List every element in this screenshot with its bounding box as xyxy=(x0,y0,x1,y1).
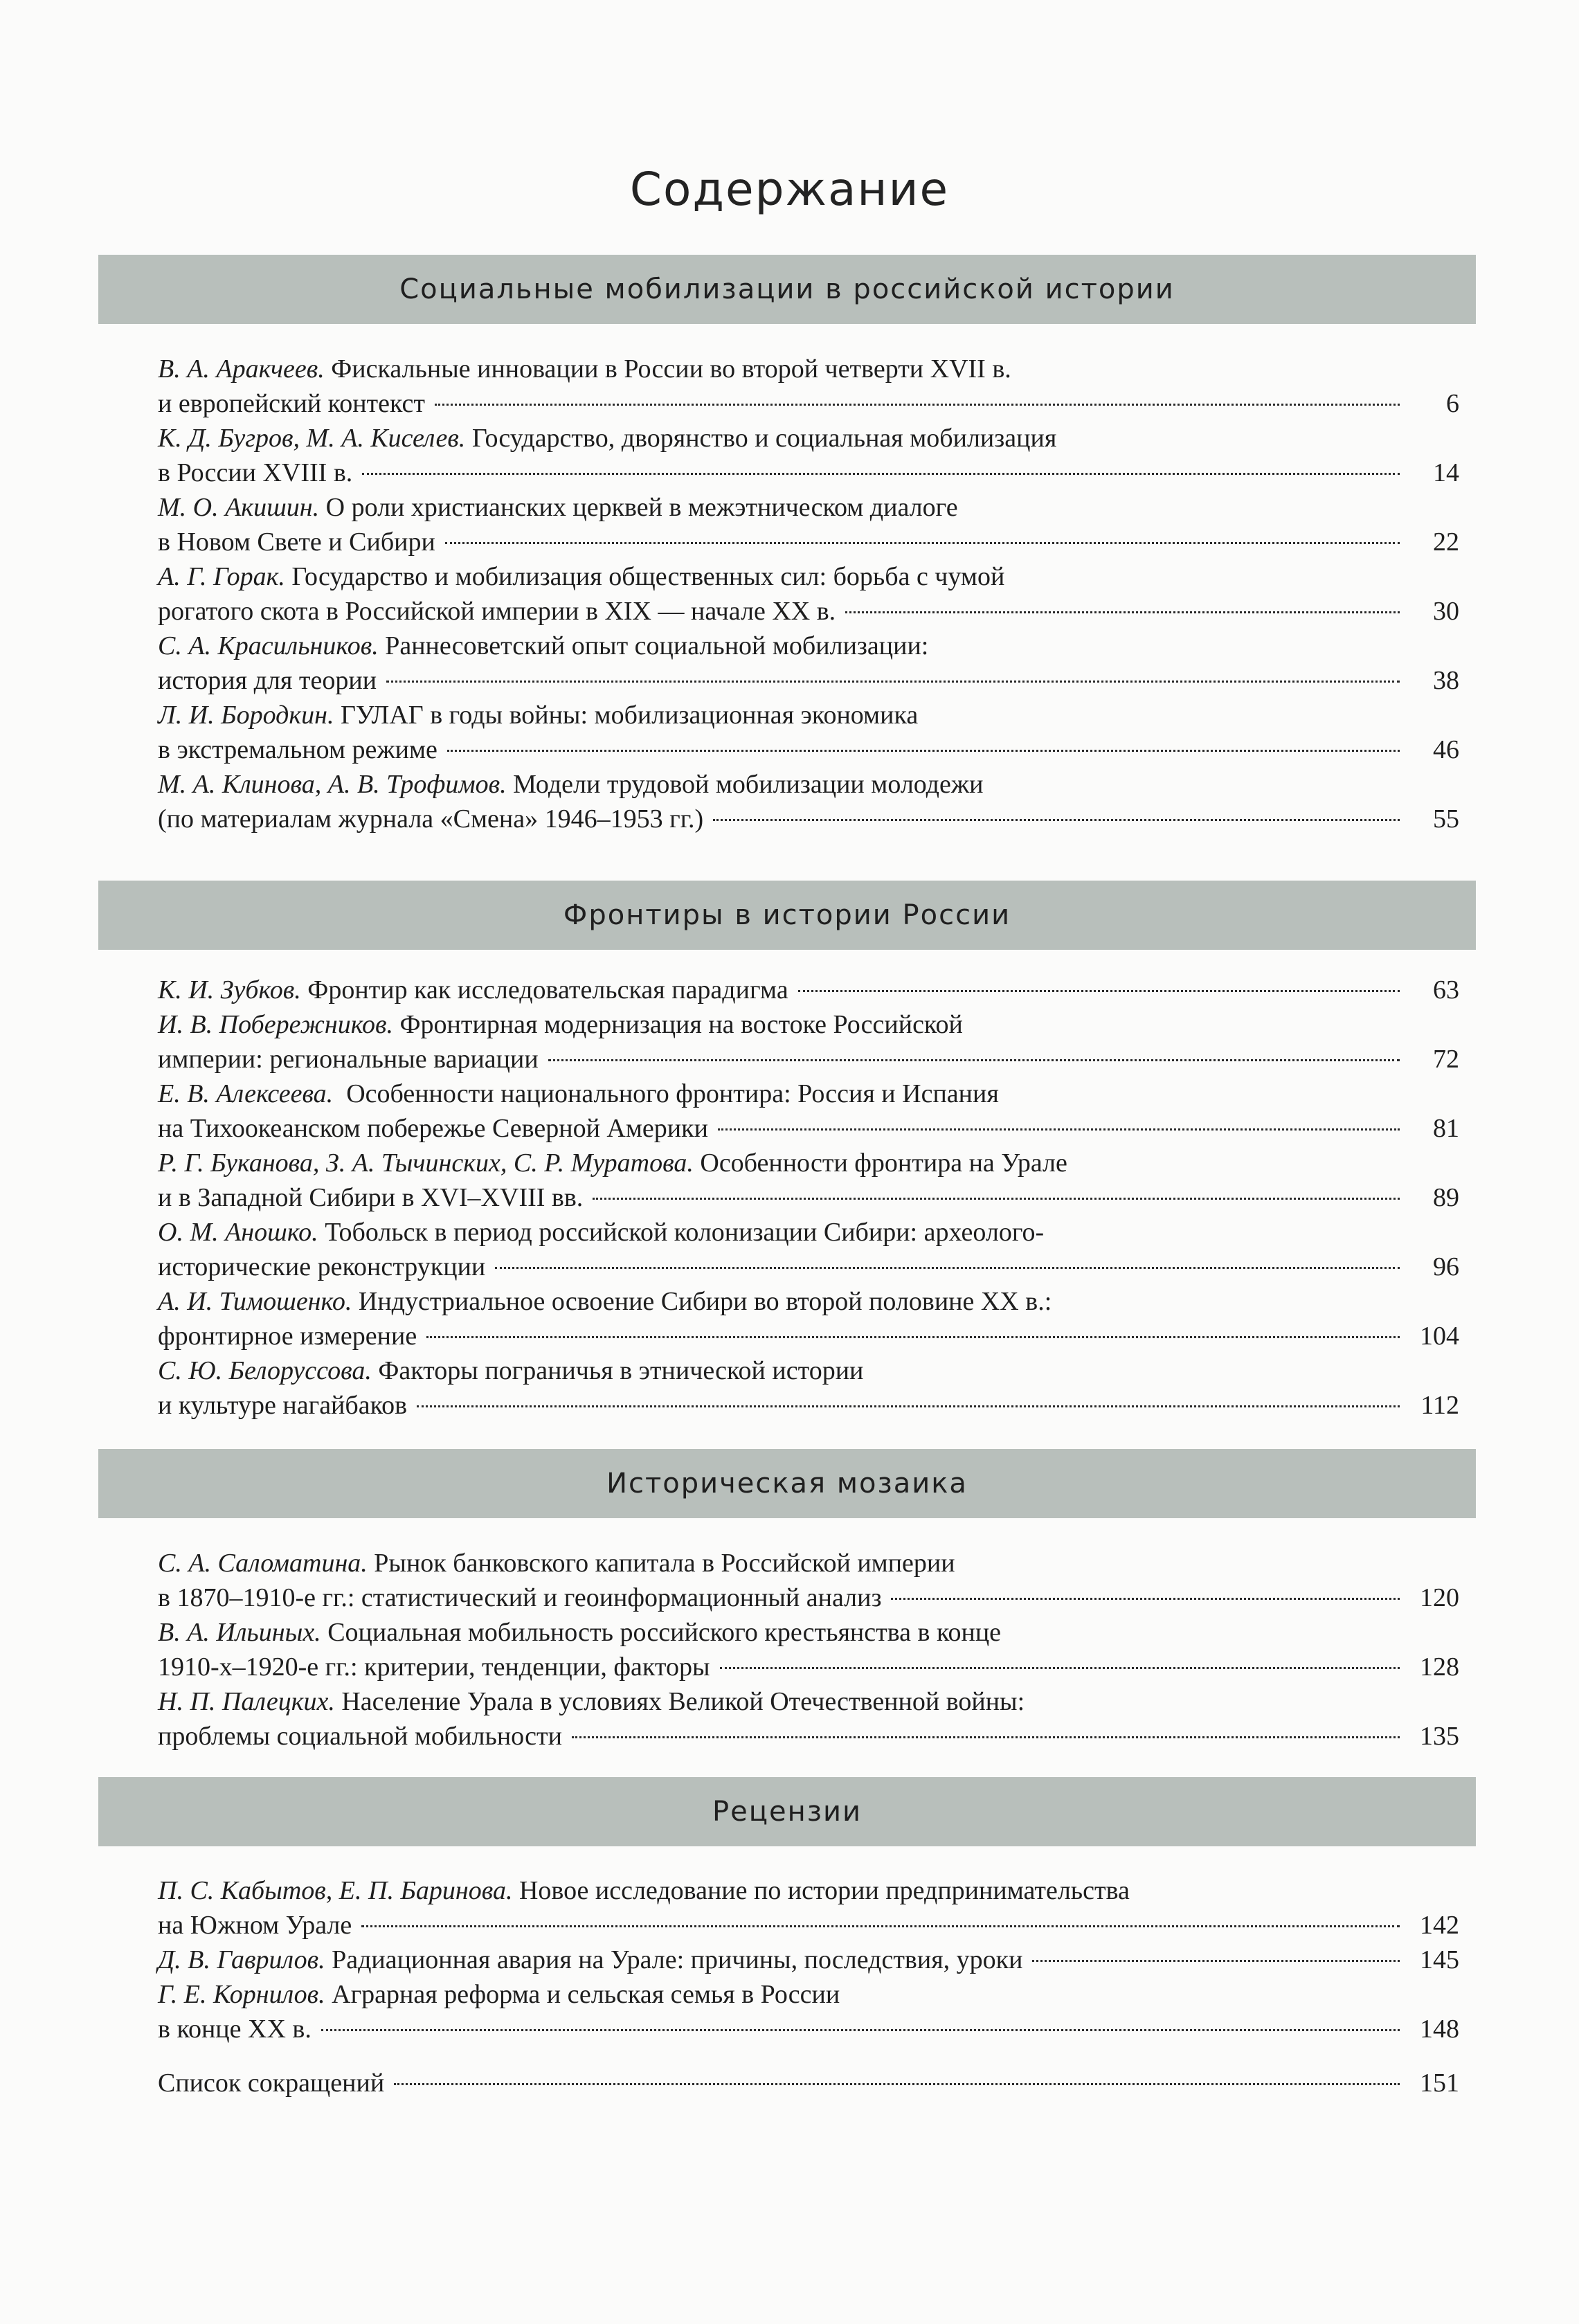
entry-title-cont: и европейский контекст xyxy=(158,389,426,418)
dot-leader xyxy=(321,2029,1400,2031)
entry-title-cont: империи: региональные вариации xyxy=(158,1045,539,1074)
dot-leader xyxy=(720,1667,1400,1669)
toc-entry[interactable] xyxy=(158,973,1459,1007)
entry-authors: О. М. Аношко. xyxy=(158,1218,318,1247)
entry-title: Рынок банковского капитала в Российской империи xyxy=(367,1549,955,1578)
entry-authors: М. О. Акишин. xyxy=(158,493,320,522)
dot-leader xyxy=(593,1198,1400,1200)
entry-title: О роли христианских церквей в межэтническом диалоге xyxy=(319,493,958,522)
entry-title: ГУЛАГ в годы войны: мобилизационная экономика xyxy=(334,701,919,730)
entry-title-cont: на Южном Урале xyxy=(158,1911,352,1940)
dot-leader xyxy=(891,1598,1400,1600)
entry-page-number: 112 xyxy=(1420,1391,1459,1420)
toc-entry[interactable] xyxy=(158,490,1459,559)
entry-title: Тобольск в период российской колонизации Сибири: археолого- xyxy=(318,1218,1045,1247)
entry-authors: Р. Г. Буканова, З. А. Тычинских, С. Р. Муратова. xyxy=(158,1149,694,1178)
toc-entry[interactable] xyxy=(158,1546,1459,1615)
entry-title: Аграрная реформа и сельская семья в России xyxy=(325,1980,840,2009)
entry-page-number: 38 xyxy=(1433,666,1459,695)
entry-title-cont: проблемы социальной мобильности xyxy=(158,1722,562,1751)
dot-leader xyxy=(718,1128,1400,1131)
entry-title-cont: в Новом Свете и Сибири xyxy=(158,528,435,557)
entry-authors: К. Д. Бугров, М. А. Киселев. xyxy=(158,424,466,453)
dot-leader xyxy=(394,2083,1400,2085)
entry-authors: П. С. Кабытов, Е. П. Баринова. xyxy=(158,1876,513,1905)
toc-entry[interactable] xyxy=(158,1977,1459,2046)
section-heading-historical-mosaic: Историческая мозаика xyxy=(98,1449,1476,1518)
entry-title: Модели трудовой мобилизации молодежи xyxy=(506,770,984,799)
toc-entry[interactable] xyxy=(158,1077,1459,1146)
entry-page-number: 128 xyxy=(1420,1652,1459,1682)
toc-entry[interactable] xyxy=(158,1007,1459,1077)
toc-entry[interactable] xyxy=(158,1943,1459,1977)
toc-entry[interactable] xyxy=(158,1353,1459,1423)
entry-authors: С. А. Красильников. xyxy=(158,631,379,660)
dot-leader xyxy=(362,473,1400,475)
entry-title: Фронтирная модернизация на востоке Российской xyxy=(393,1010,963,1039)
toc-entry[interactable] xyxy=(158,559,1459,629)
entry-title-cont: в экстремальном режиме xyxy=(158,735,437,764)
entry-title: Социальная мобильность российского крестьянства в конце xyxy=(321,1618,1002,1647)
entry-title-cont: в 1870–1910-е гг.: статистический и геоинформационный анализ xyxy=(158,1583,882,1612)
entry-title-cont: фронтирное измерение xyxy=(158,1322,417,1351)
entry-title: Индустриальное освоение Сибири во второй половине XX в.: xyxy=(352,1287,1052,1316)
entry-page-number: 63 xyxy=(1433,975,1459,1005)
entry-page-number: 72 xyxy=(1433,1045,1459,1074)
entry-authors: И. В. Побережников. xyxy=(158,1010,394,1039)
toc-entry[interactable] xyxy=(158,1284,1459,1353)
entry-title: Государство, дворянство и социальная мобилизация xyxy=(465,424,1057,453)
entry-title: Государство и мобилизация общественных сил: борьба с чумой xyxy=(285,562,1005,591)
entry-title-cont: рогатого скота в Российской империи в XIX — начале XX в. xyxy=(158,597,836,626)
entry-authors: Н. П. Палецких. xyxy=(158,1687,335,1716)
toc-entry[interactable] xyxy=(158,1873,1459,1943)
section-entries-4 xyxy=(158,1873,1459,2100)
dot-leader xyxy=(361,1925,1400,1927)
toc-entry-abbreviations[interactable] xyxy=(158,2066,1459,2100)
toc-entry[interactable] xyxy=(158,421,1459,490)
entry-title: Факторы пограничья в этнической истории xyxy=(371,1356,864,1385)
toc-entry[interactable] xyxy=(158,698,1459,767)
entry-title: Новое исследование по истории предпринимательства xyxy=(512,1876,1130,1905)
entry-authors: Е. В. Алексеева. xyxy=(158,1079,334,1108)
dot-leader xyxy=(798,990,1400,992)
entry-authors: Г. Е. Корнилов. xyxy=(158,1980,325,2009)
entry-authors: В. А. Аракчеев. xyxy=(158,354,325,384)
section-entries-1 xyxy=(158,352,1459,836)
dot-leader xyxy=(548,1059,1400,1061)
dot-leader xyxy=(495,1267,1400,1269)
entry-authors: А. Г. Горак. xyxy=(158,562,285,591)
entry-authors: Д. В. Гаврилов. xyxy=(158,1945,325,1974)
toc-entry[interactable] xyxy=(158,629,1459,698)
entry-authors: С. А. Саломатина. xyxy=(158,1549,368,1578)
entry-title-cont: и в Западной Сибири в XVI–XVIII вв. xyxy=(158,1183,584,1212)
section-entries-3 xyxy=(158,1546,1459,1754)
toc-entry[interactable] xyxy=(158,1615,1459,1684)
entry-title: Раннесоветский опыт социальной мобилизации: xyxy=(378,631,929,660)
dot-leader xyxy=(417,1405,1400,1407)
toc-entry[interactable] xyxy=(158,1146,1459,1215)
dot-leader xyxy=(447,750,1400,752)
section-heading-social-mobilization: Социальные мобилизации в российской истории xyxy=(98,255,1476,324)
dot-leader xyxy=(845,611,1400,613)
toc-entry[interactable] xyxy=(158,1684,1459,1754)
section-heading-frontiers: Фронтиры в истории России xyxy=(98,881,1476,950)
abbreviations-label: Список сокращений xyxy=(158,2069,385,2098)
toc-entry[interactable] xyxy=(158,352,1459,421)
entry-title-cont: 1910-х–1920-е гг.: критерии, тенденции, факторы xyxy=(158,1652,710,1682)
toc-entry[interactable] xyxy=(158,1215,1459,1284)
entry-page-number: 151 xyxy=(1420,2069,1459,2098)
dot-leader xyxy=(572,1736,1400,1738)
entry-page-number: 145 xyxy=(1420,1945,1459,1974)
entry-page-number: 30 xyxy=(1433,597,1459,626)
entry-title: Население Урала в условиях Великой Отечественной войны: xyxy=(334,1687,1025,1716)
entry-page-number: 22 xyxy=(1433,528,1459,557)
entry-page-number: 14 xyxy=(1433,458,1459,487)
page-title: Содержание xyxy=(629,163,950,216)
dot-leader xyxy=(386,681,1400,683)
entry-title: Особенности фронтира на Урале xyxy=(693,1149,1067,1178)
entry-authors: М. А. Клинова, А. В. Трофимов. xyxy=(158,770,507,799)
entry-authors: С. Ю. Белоруссова. xyxy=(158,1356,372,1385)
entry-page-number: 142 xyxy=(1420,1911,1459,1940)
dot-leader xyxy=(1032,1960,1400,1962)
entry-title: Особенности национального фронтира: Россия и Испания xyxy=(333,1079,999,1108)
entry-authors: В. А. Ильиных. xyxy=(158,1618,321,1647)
entry-page-number: 6 xyxy=(1446,389,1459,418)
entry-page-number: 96 xyxy=(1433,1252,1459,1281)
entry-title-cont: (по материалам журнала «Смена» 1946–1953 гг.) xyxy=(158,804,704,834)
section-heading-reviews: Рецензии xyxy=(98,1777,1476,1846)
entry-authors: А. И. Тимошенко. xyxy=(158,1287,352,1316)
entry-title: Радиационная авария на Урале: причины, последствия, уроки xyxy=(325,1945,1023,1974)
entry-page-number: 135 xyxy=(1420,1722,1459,1751)
dot-leader xyxy=(445,542,1400,544)
entry-title-cont: в России XVIII в. xyxy=(158,458,353,487)
entry-authors: К. И. Зубков. xyxy=(158,975,301,1005)
entry-page-number: 120 xyxy=(1420,1583,1459,1612)
dot-leader xyxy=(713,819,1400,821)
entry-title: Фронтир как исследовательская парадигма xyxy=(300,975,788,1005)
entry-page-number: 89 xyxy=(1433,1183,1459,1212)
entry-page-number: 46 xyxy=(1433,735,1459,764)
entry-title-cont: и культуре нагайбаков xyxy=(158,1391,408,1420)
entry-title: Фискальные инновации в России во второй четверти XVII в. xyxy=(324,354,1011,384)
toc-entry[interactable] xyxy=(158,767,1459,836)
dot-leader xyxy=(426,1336,1400,1338)
entry-page-number: 55 xyxy=(1433,804,1459,834)
entry-title-cont: в конце XX в. xyxy=(158,2015,312,2044)
entry-authors: Л. И. Бородкин. xyxy=(158,701,334,730)
entry-title-cont: на Тихоокеанском побережье Северной Америки xyxy=(158,1114,708,1143)
section-entries-2 xyxy=(158,973,1459,1423)
entry-page-number: 104 xyxy=(1420,1322,1459,1351)
entry-title-cont: исторические реконструкции xyxy=(158,1252,486,1281)
entry-title-cont: история для теории xyxy=(158,666,377,695)
dot-leader xyxy=(435,404,1400,406)
entry-page-number: 81 xyxy=(1433,1114,1459,1143)
entry-page-number: 148 xyxy=(1420,2015,1459,2044)
